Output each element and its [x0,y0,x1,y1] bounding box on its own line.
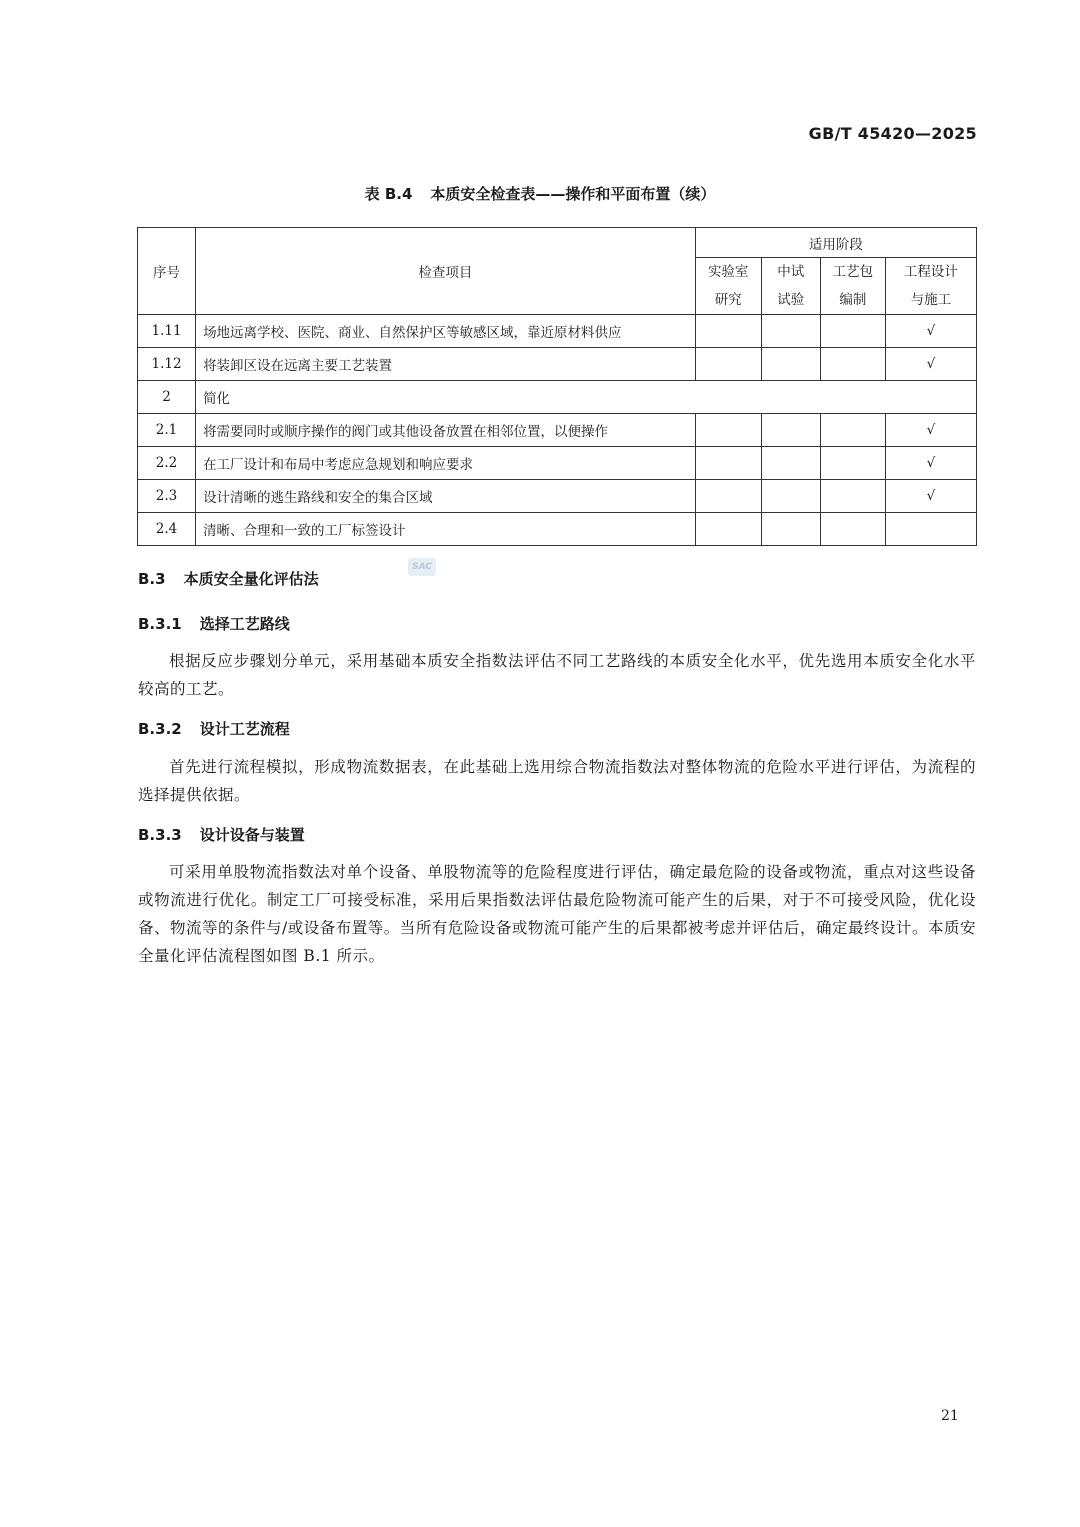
checklist-table [137,227,977,546]
section-title: 本质安全量化评估法 [183,570,319,588]
row-mark [820,447,885,480]
row-mark [820,414,885,447]
header-stage-package: 工艺包 编制 [820,258,885,315]
section-body-b31: 根据反应步骤划分单元，采用基础本质安全指数法评估不同工艺路线的本质安全化水平，优先选用本质安全化水平较高的工艺。 [138,652,976,698]
row-mark [761,315,820,348]
row-mark [761,414,820,447]
section-number: B.3.1 [138,615,182,633]
row-mark [820,348,885,381]
row-seq: 2.1 [138,414,196,447]
row-mark [695,414,761,447]
section-title: 设计设备与装置 [199,826,305,844]
row-mark [695,447,761,480]
row-mark: √ [885,480,976,513]
header-seq: 序号 [138,228,196,315]
row-mark [761,447,820,480]
row-seq: 2 [138,381,196,414]
table-row [138,315,977,348]
watermark-logo: SAC [408,558,436,576]
row-mark [820,315,885,348]
row-mark [761,480,820,513]
row-mark [695,315,761,348]
table-row [138,348,977,381]
table-row-section [138,381,977,414]
table-row [138,513,977,546]
row-mark [761,513,820,546]
section-title: 选择工艺路线 [199,615,290,633]
row-item: 在工厂设计和布局中考虑应急规划和响应要求 [196,447,696,480]
section-heading-b3 [138,568,319,589]
header-item: 检查项目 [196,228,696,315]
table-row [138,480,977,513]
section-body-b33: 可采用单股物流指数法对单个设备、单股物流等的危险程度进行评估，确定最危险的设备或物流，重点对这些设备或物流进行优化。制定工厂可接受标准，采用后果指数法评估最危险物流可能产生的后果，对于不可接受风险，优化设备、物流等的条件与/或设备布置等。当所有危险设备或物流可能产生的后果都被考虑并评估后，确定最终设计。本质安全量化评估流程图如图 B.1 所示。 [138,863,976,965]
row-seq: 2.3 [138,480,196,513]
page-number: 21 [941,1408,959,1424]
row-mark [820,480,885,513]
standard-number: GB/T 45420—2025 [808,124,977,143]
row-mark: √ [885,414,976,447]
section-heading-b33 [138,824,305,845]
row-mark [695,348,761,381]
header-stage-engineering: 工程设计 与施工 [885,258,976,315]
row-seq: 2.4 [138,513,196,546]
table-row [138,447,977,480]
section-heading-b32 [138,718,290,739]
section-number: B.3.3 [138,826,182,844]
row-mark: √ [885,315,976,348]
row-seq: 1.12 [138,348,196,381]
table-caption-title: 本质安全检查表——操作和平面布置（续） [430,185,716,203]
row-item: 场地远离学校、医院、商业、自然保护区等敏感区域，靠近原材料供应 [196,315,696,348]
row-mark: √ [885,348,976,381]
table-row [138,414,977,447]
row-item: 将装卸区设在远离主要工艺装置 [196,348,696,381]
row-mark [820,513,885,546]
row-item: 简化 [196,381,977,414]
row-seq: 1.11 [138,315,196,348]
row-seq: 2.2 [138,447,196,480]
row-mark [695,513,761,546]
row-mark [761,348,820,381]
row-mark: √ [885,447,976,480]
section-number: B.3 [138,570,166,588]
section-heading-b31 [138,613,290,634]
header-stage-pilot: 中试 试验 [761,258,820,315]
section-number: B.3.2 [138,720,182,738]
row-mark [885,513,976,546]
row-item: 设计清晰的逃生路线和安全的集合区域 [196,480,696,513]
row-item: 清晰、合理和一致的工厂标签设计 [196,513,696,546]
section-body-b32: 首先进行流程模拟，形成物流数据表，在此基础上选用综合物流指数法对整体物流的危险水平进行评估，为流程的选择提供依据。 [138,758,976,804]
header-stage-lab: 实验室 研究 [695,258,761,315]
section-title: 设计工艺流程 [199,720,290,738]
row-mark [695,480,761,513]
table-caption-number: 表 B.4 [364,185,413,203]
row-item: 将需要同时或顺序操作的阀门或其他设备放置在相邻位置，以便操作 [196,414,696,447]
header-stage: 适用阶段 [695,228,976,258]
table-caption [0,183,1080,204]
